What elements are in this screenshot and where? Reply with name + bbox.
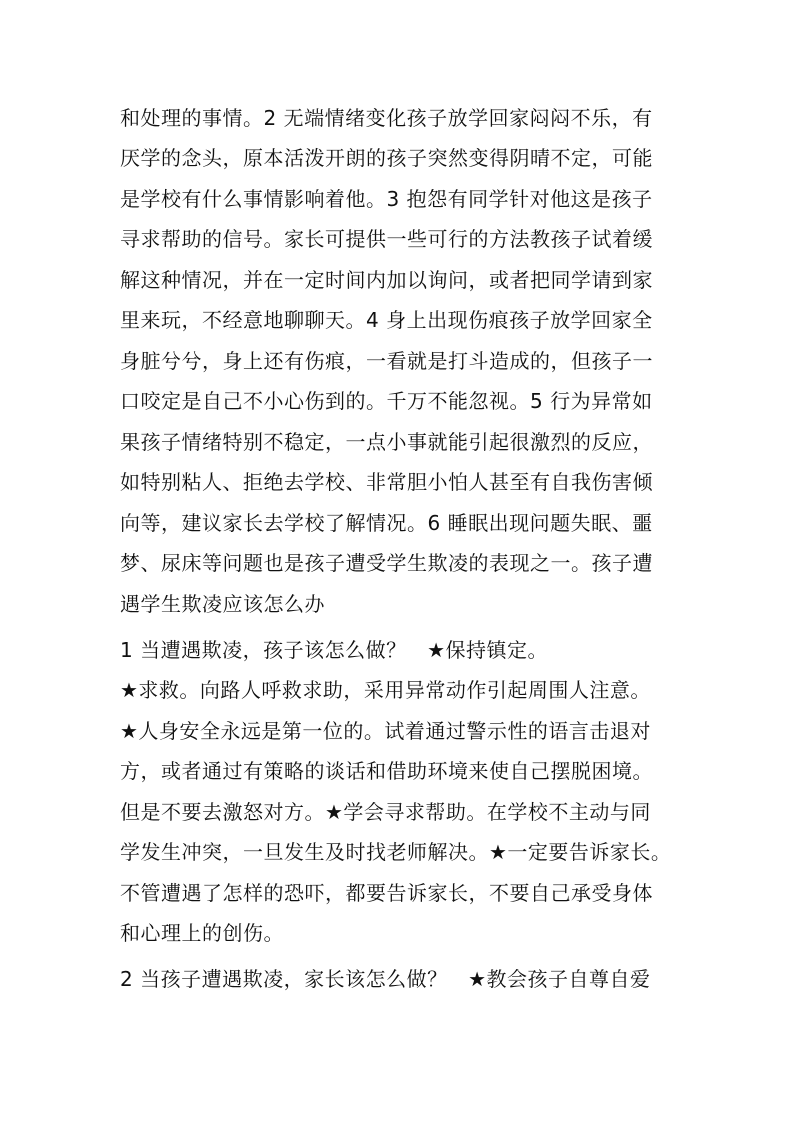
text-line: 和心理上的创伤。 [120, 921, 284, 945]
text-line: 身脏兮兮，身上还有伤痕，一看就是打斗造成的，但孩子一 [120, 349, 653, 373]
section-heading: 2 当孩子遭遇欺凌，家长该怎么做？ ★教会孩子自尊自爱 [120, 967, 651, 991]
text-line: ★人身安全永远是第一位的。试着通过警示性的语言击退对 [120, 719, 651, 743]
text-line: 是学校有什么事情影响着他。3 抱怨有同学针对他这是孩子 [120, 187, 653, 211]
text-line: 口咬定是自己不小心伤到的。千万不能忽视。5 行为异常如 [120, 389, 653, 413]
text-line: 里来玩，不经意地聊聊天。4 身上出现伤痕孩子放学回家全 [120, 308, 653, 332]
text-line: 如特别粘人、拒绝去学校、非常胆小怕人甚至有自我伤害倾 [120, 470, 653, 494]
section-heading: 1 当遭遇欺凌，孩子该怎么做？ ★保持镇定。 [120, 638, 549, 662]
text-line: 方，或者通过有策略的谈话和借助环境来使自己摆脱困境。 [120, 759, 653, 783]
text-line: 学发生冲突，一旦发生及时找老师解决。★一定要告诉家长。 [120, 840, 672, 864]
text-line: 梦、尿床等问题也是孩子遭受学生欺凌的表现之一。孩子遭 [120, 551, 653, 575]
text-line: 寻求帮助的信号。家长可提供一些可行的方法教孩子试着缓 [120, 227, 653, 251]
text-line: ★求救。向路人呼救求助，采用异常动作引起周围人注意。 [120, 678, 651, 702]
text-line: 不管遭遇了怎样的恐吓，都要告诉家长，不要自己承受身体 [120, 881, 653, 905]
text-line: 向等，建议家长去学校了解情况。6 睡眠出现问题失眠、噩 [120, 511, 653, 535]
text-line: 和处理的事情。2 无端情绪变化孩子放学回家闷闷不乐，有 [120, 106, 653, 130]
text-line: 遇学生欺凌应该怎么办 [120, 592, 325, 616]
text-line: 厌学的念头，原本活泼开朗的孩子突然变得阴晴不定，可能 [120, 146, 653, 170]
text-line: 但是不要去激怒对方。★学会寻求帮助。在学校不主动与同 [120, 800, 651, 824]
text-line: 果孩子情绪特别不稳定，一点小事就能引起很激烈的反应， [120, 430, 653, 454]
text-line: 解这种情况，并在一定时间内加以询问，或者把同学请到家 [120, 268, 653, 292]
